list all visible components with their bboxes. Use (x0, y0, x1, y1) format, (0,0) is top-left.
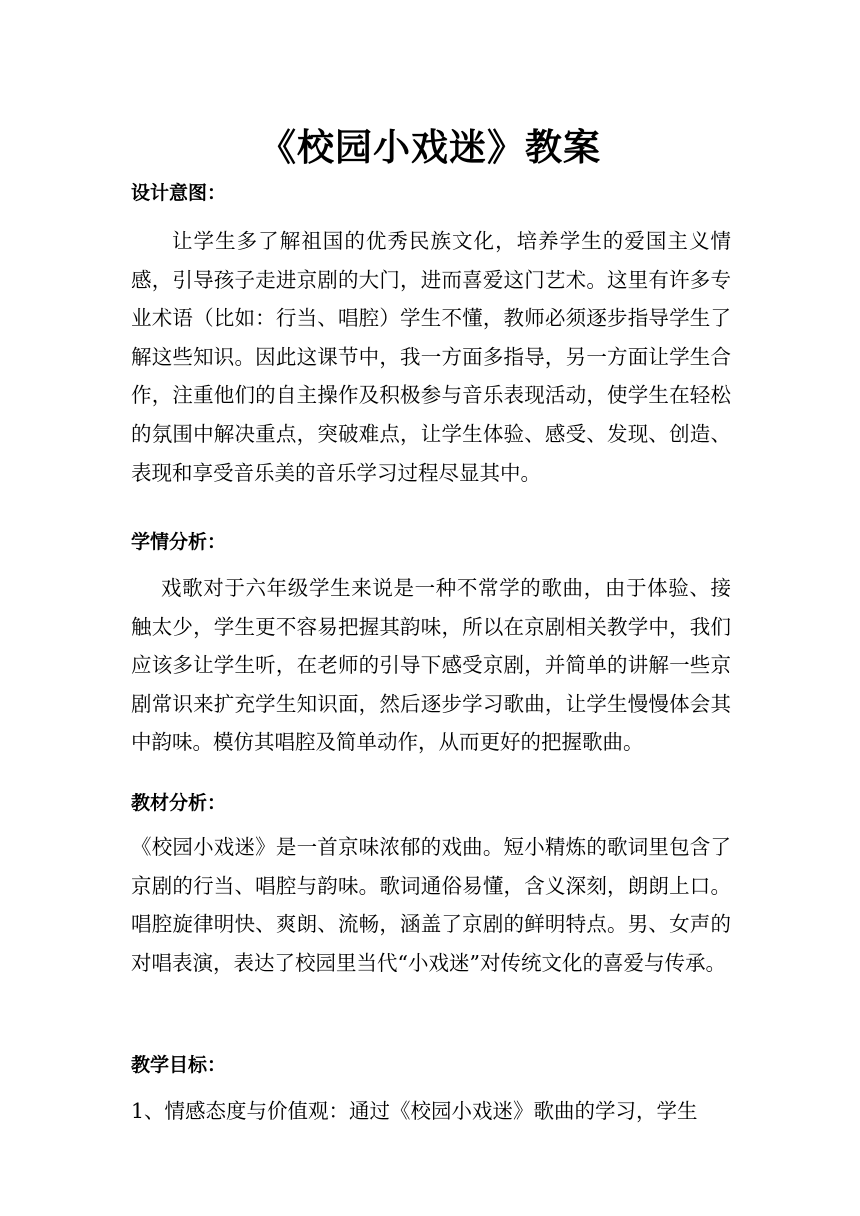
section-heading-material-analysis: 教材分析： (131, 792, 227, 814)
document-title: 《校园小戏迷》教案 (259, 126, 601, 169)
section-heading-learner-analysis: 学情分析： (131, 531, 227, 553)
section-body-teaching-goals: 1、情感态度与价值观：通过《校园小戏迷》歌曲的学习，学生 (131, 1099, 698, 1123)
section-body-material-analysis: 《校园小戏迷》是一首京味浓郁的戏曲。短小精炼的歌词里包含了京剧的行当、唱腔与韵味。歌词通俗易懂，含义深刻，朗朗上口。唱腔旋律明快、爽朗、流畅，涵盖了京剧的鲜明特点。男、女声的对唱表演，表达了校园里当代“小戏迷”对传统文化的喜爱与传承。 (131, 835, 731, 975)
section-body-learner-analysis: 戏歌对于六年级学生来说是一种不常学的歌曲，由于体验、接触太少，学生更不容易把握其韵味，所以在京剧相关教学中，我们应该多让学生听，在老师的引导下感受京剧，并简单的讲解一些京剧常识来扩充学生知识面，然后逐步学习歌曲，让学生慢慢体会其中韵味。模仿其唱腔及简单动作，从而更好的把握歌曲。 (131, 576, 731, 755)
section-body-design-intent: 让学生多了解祖国的优秀民族文化，培养学生的爱国主义情感，引导孩子走进京剧的大门，进而喜爱这门艺术。这里有许多专业术语（比如：行当、唱腔）学生不懂，教师必须逐步指导学生了解这些知识。因此这课节中，我一方面多指导，另一方面让学生合作，注重他们的自主操作及积极参与音乐表现活动，使学生在轻松的氛围中解决重点，突破难点，让学生体验、感受、发现、创造、表现和享受音乐美的音乐学习过程尽显其中。 (131, 229, 731, 485)
section-heading-teaching-goals: 教学目标： (131, 1054, 227, 1076)
section-heading-design-intent: 设计意图： (131, 182, 227, 204)
